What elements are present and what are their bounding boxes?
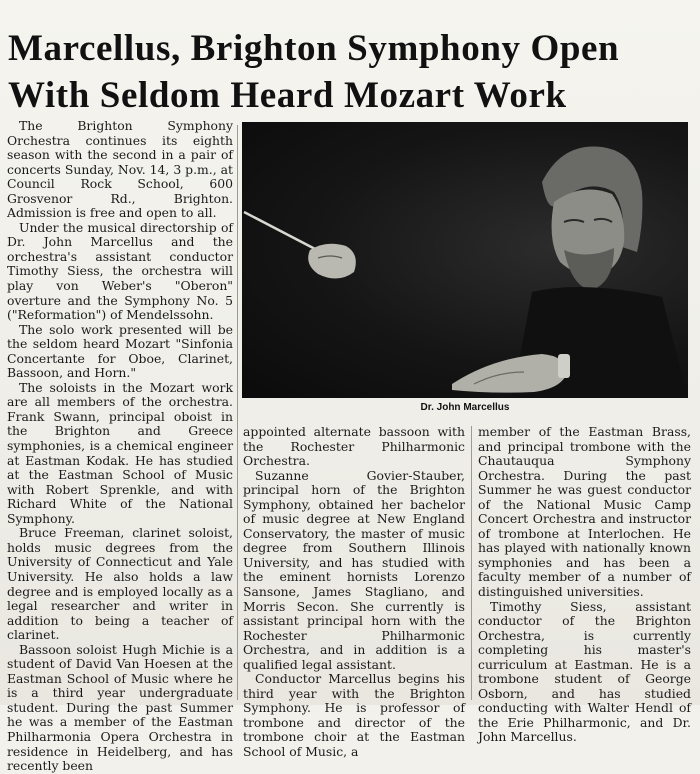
- article-column-2: [243, 425, 465, 760]
- paragraph: Bassoon soloist Hugh Michie is a student of David Van Hoesen at the Eastman School of Music where he is a third year undergraduate student. During the past Summer he was a member of the Eastman Philharmonia Opera Orchestra in residence in Heidelberg, and has recently been: [7, 641, 233, 774]
- paragraph: Conductor Marcellus begins his third year with the Brighton Symphony. He is professor of trombone and director of the trombone choir at the Eastman School of Music, a: [243, 671, 465, 760]
- paragraph: The Brighton Symphony Orchestra continues its eighth season with the second in a pair of concerts Sunday, Nov. 14, 3 p.m., at Council Rock School, 600 Grosvenor Rd., Brighton. Admission is free and open to all.: [7, 118, 233, 221]
- paragraph: member of the Eastman Brass, and principal trombone with the Chautauqua Symphony Orchestra. During the past Summer he was guest conductor of the National Music Camp Concert Orchestra and instructor of trombone at Interlochen. He has played with nationally known symphonies and has been a faculty member of a number of distinguished universities.: [478, 424, 691, 600]
- column-divider: [471, 426, 472, 700]
- headline-line-2: With Seldom Heard Mozart Work: [8, 75, 567, 116]
- conductor-illustration: [242, 122, 688, 398]
- paragraph: Timothy Siess, assistant conductor of the Brighton Orchestra, is currently completing his master's curriculum at Eastman. He is a trombone student of George Osborn, and has studied conducting with Walter Hendl of the Erie Philharmonic, and Dr. John Marcellus.: [478, 598, 691, 745]
- paragraph: The solo work presented will be the seldom heard Mozart "Sinfonia Concertante for Oboe, Clarinet, Bassoon, and Horn.": [7, 321, 233, 381]
- photo-caption: Dr. John Marcellus: [420, 402, 510, 413]
- conductor-photo: [242, 122, 688, 398]
- column-divider: [237, 125, 238, 700]
- paragraph: appointed alternate bassoon with the Rochester Philharmonic Orchestra.: [243, 424, 465, 469]
- headline-line-1: Marcellus, Brighton Symphony Open: [8, 28, 620, 69]
- paragraph: Suzanne Govier-Stauber, principal horn of the Brighton Symphony, obtained her bachelor of music degree at New England Conservatory, the master of music degree from Southern Illinois University, and has studied with the eminent hornists Lorenzo Sansone, James Stagliano, and Morris Secon. She currently is assistant principal horn with the Rochester Philharmonic Orchestra, and in addition is a qualified legal assistant.: [243, 467, 465, 672]
- headline: [8, 25, 698, 119]
- article-column-1: [7, 119, 233, 774]
- paragraph: The soloists in the Mozart work are all members of the orchestra. Frank Swann, principal oboist in the Brighton and Greece symphonies, is a chemical engineer at Eastman Kodak. He has studied at the Eastman School of Music with Robert Sprenkle, and with Richard White of the National Symphony.: [7, 379, 233, 526]
- article-column-3: [478, 425, 691, 745]
- paragraph: Bruce Freeman, clarinet soloist, holds music degrees from the University of Connecticut and Yale University. He also holds a law degree and is employed locally as a legal researcher and writer in addition to being a teacher of clarinet.: [7, 525, 233, 643]
- paragraph: Under the musical directorship of Dr. John Marcellus and the orchestra's assistant conductor Timothy Siess, the orchestra will play von Weber's "Oberon" overture and the Symphony No. 5 ("Reformation") of Mendelssohn.: [7, 219, 233, 323]
